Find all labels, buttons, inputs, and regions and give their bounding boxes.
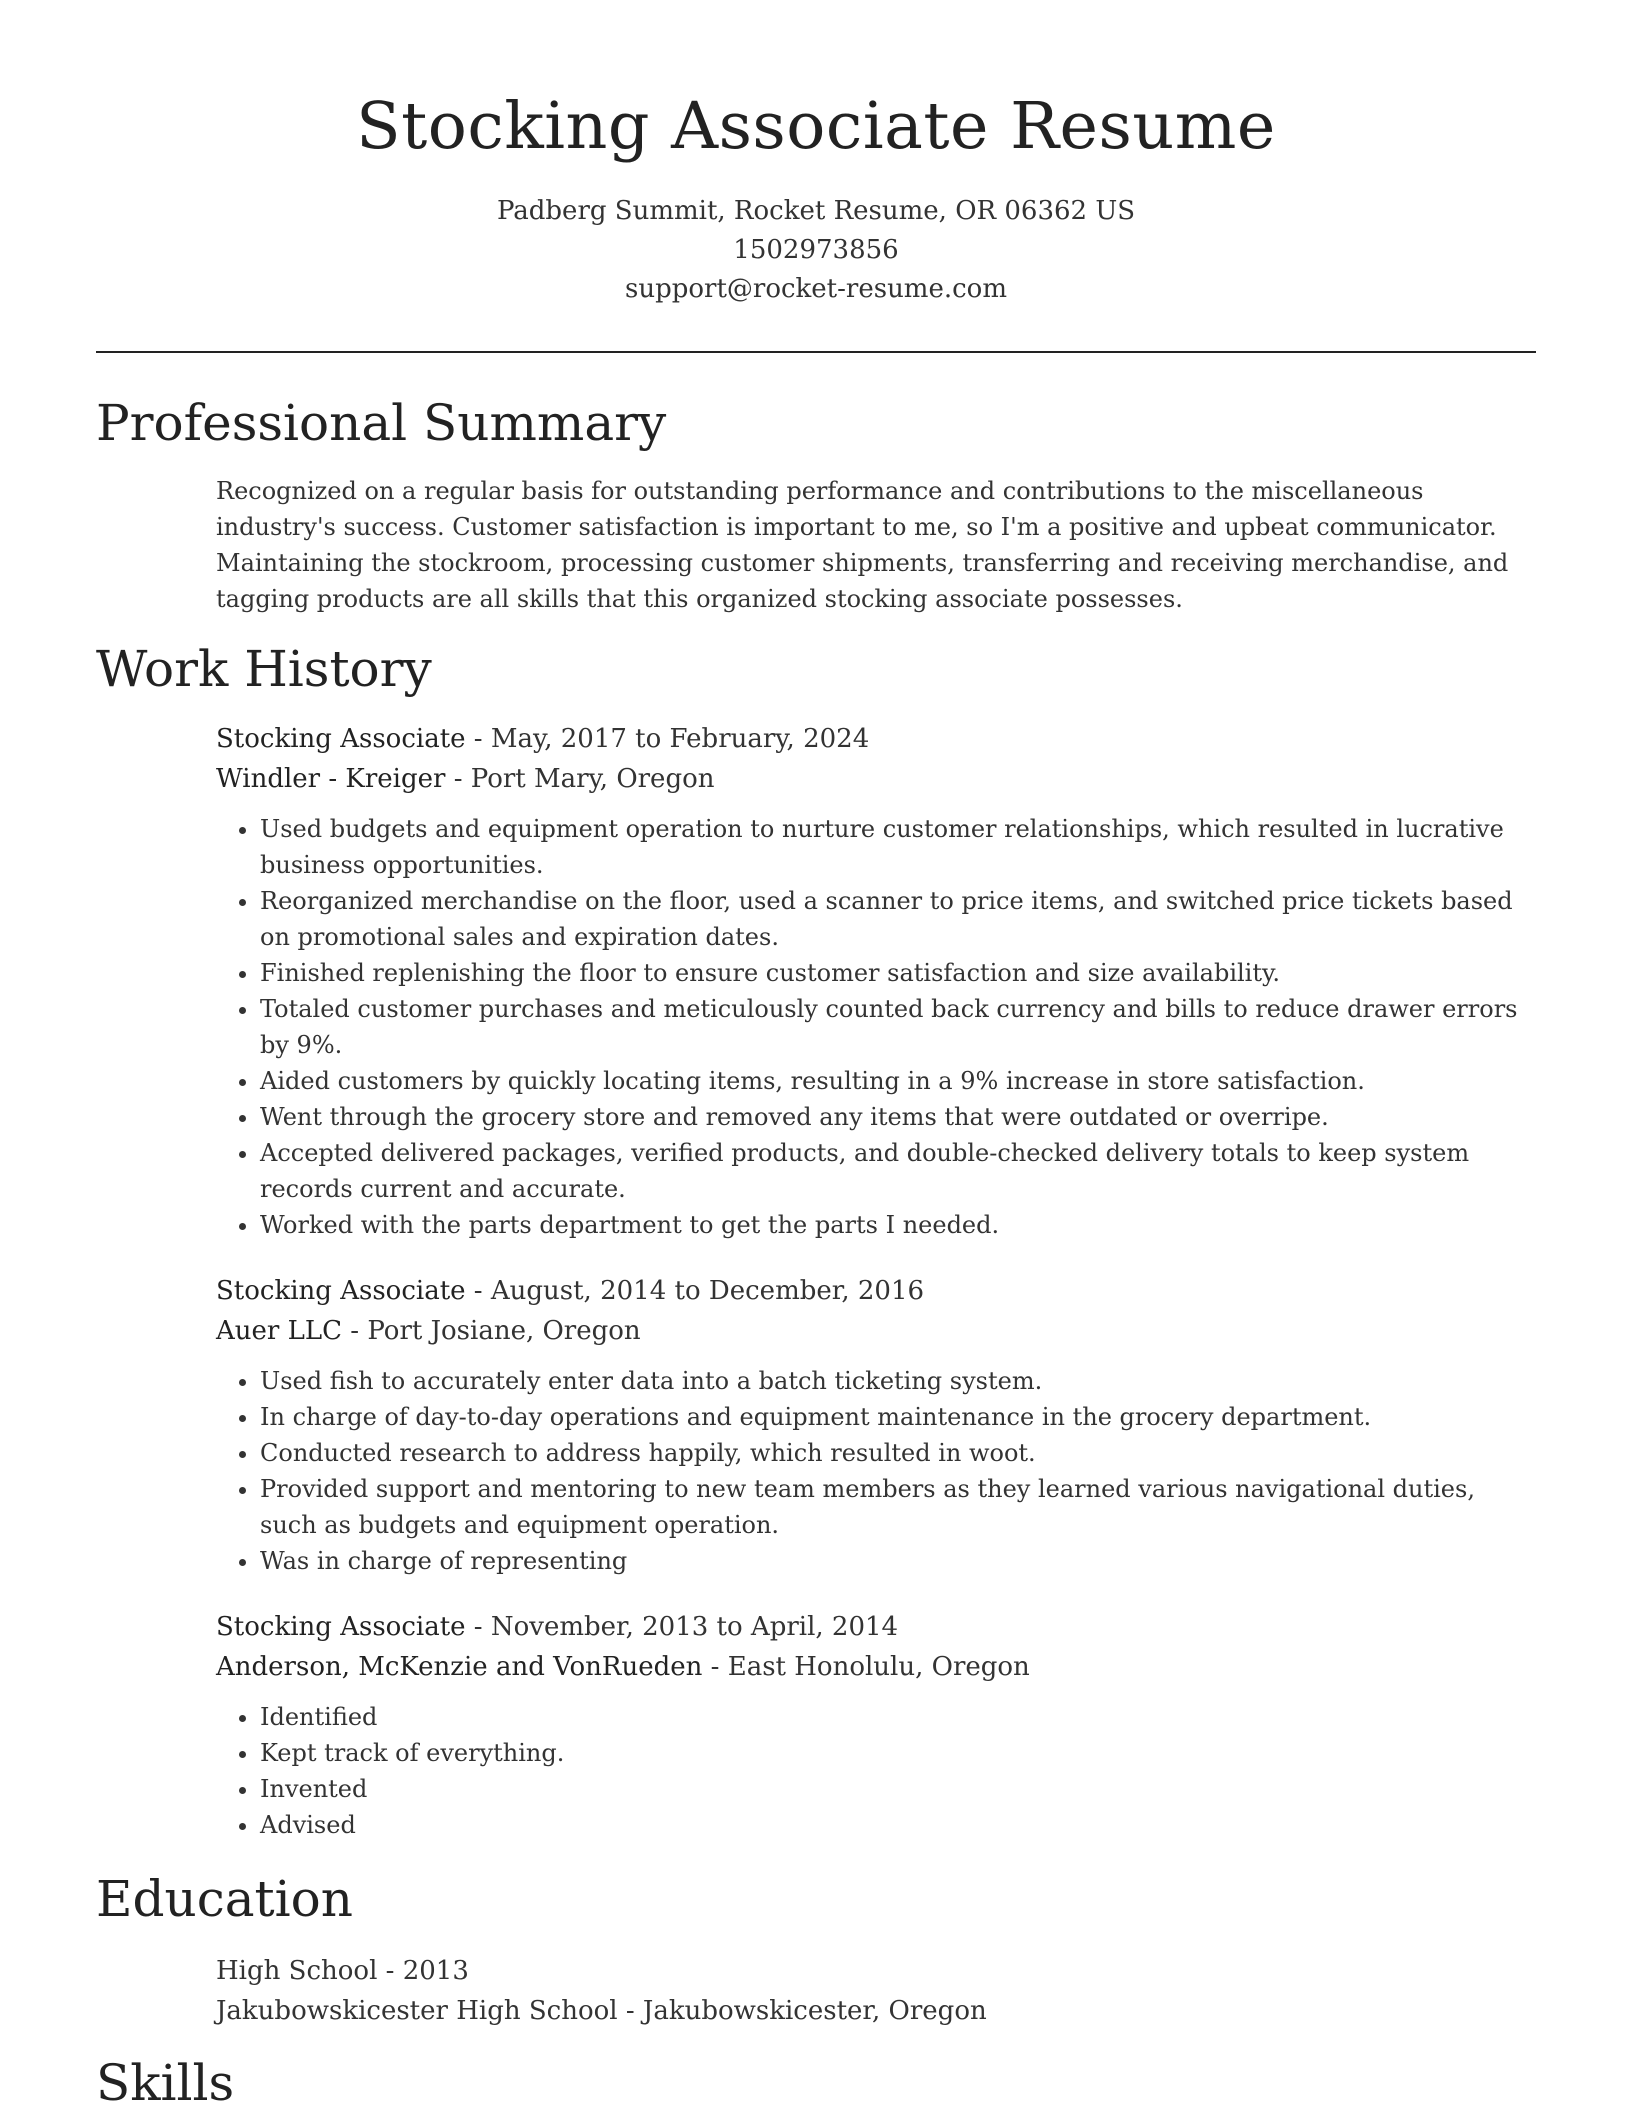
job-bullet: • Worked with the parts department to get the parts I needed. (260, 1207, 1536, 1243)
job-title: Stocking Associate (216, 724, 466, 754)
resume-header (96, 0, 1536, 309)
job-dates: August, 2014 to December, 2016 (490, 1276, 925, 1306)
job-bullet: • Advised (260, 1807, 1536, 1843)
work-history-heading: Work History (96, 640, 432, 698)
education-degree: High School (216, 1956, 378, 1986)
contact-email: support@rocket-resume.com (624, 274, 1007, 304)
summary-section (96, 393, 1536, 617)
education-degree-line: High School - 2013 (216, 1956, 469, 1986)
summary-text: Recognized on a regular basis for outstanding performance and contributions to the miscellaneous industry's success. Customer satisfaction is important to me, so I'm a positive and upbeat communicator. Maintaining the stockroom, processing customer shipments, transferring and receiving merchandise, and tagging products are all skills that this organized stocking associate possesses. (216, 477, 1509, 613)
resume-title: Stocking Associate Resume (356, 89, 1276, 164)
job-company-line: Windler - Kreiger - Port Mary, Oregon (216, 764, 715, 794)
header-divider (96, 351, 1536, 353)
job-location: Port Mary, Oregon (470, 764, 715, 794)
job-bullet: • Identified (260, 1699, 1536, 1735)
education-school-line: Jakubowskicester High School - Jakubowskicester, Oregon (216, 1996, 987, 2026)
education-section (96, 1869, 1536, 2031)
job-company: Windler - Kreiger (216, 764, 446, 794)
resume-page (96, 0, 1536, 2113)
job-location: East Honolulu, Oregon (727, 1652, 1030, 1682)
job-bullet: • Finished replenishing the floor to ensure customer satisfaction and size availability. (260, 955, 1536, 991)
contact-address: Padberg Summit, Rocket Resume, OR 06362 US (496, 196, 1136, 226)
job-bullet: • Aided customers by quickly locating items, resulting in a 9% increase in store satisfaction. (260, 1063, 1536, 1099)
contact-phone: 1502973856 (733, 235, 899, 265)
job-bullet: • Conducted research to address happily, which resulted in woot. (260, 1435, 1536, 1471)
skills-section (96, 2053, 1536, 2113)
job-bullet: • Went through the grocery store and removed any items that were outdated or overripe. (260, 1099, 1536, 1135)
job-bullet: • Kept track of everything. (260, 1735, 1536, 1771)
job-title-line: Stocking Associate - May, 2017 to February, 2024 (216, 724, 870, 754)
education-heading: Education (96, 1870, 353, 1928)
work-history-section (96, 639, 1536, 1843)
education-year: 2013 (402, 1956, 469, 1986)
job-bullet: • Used fish to accurately enter data into a batch ticketing system. (260, 1363, 1536, 1399)
job-entry (216, 1607, 1536, 1843)
job-bullet: • In charge of day-to-day operations and equipment maintenance in the grocery department. (260, 1399, 1536, 1435)
job-bullets (216, 811, 1536, 1243)
skills-heading: Skills (96, 2054, 235, 2112)
job-company-line: Anderson, McKenzie and VonRueden - East Honolulu, Oregon (216, 1652, 1030, 1682)
job-company: Auer LLC (216, 1316, 343, 1346)
education-school: Jakubowskicester High School (216, 1996, 618, 2026)
job-company-line: Auer LLC - Port Josiane, Oregon (216, 1316, 641, 1346)
job-bullets (216, 1699, 1536, 1843)
job-bullet: • Provided support and mentoring to new team members as they learned various navigational duties, such as budgets and equipment operation. (260, 1471, 1536, 1543)
education-location: Jakubowskicester, Oregon (642, 1996, 987, 2026)
job-bullet: • Was in charge of representing (260, 1543, 1536, 1579)
job-title: Stocking Associate (216, 1276, 466, 1306)
job-title-line: Stocking Associate - November, 2013 to April, 2014 (216, 1612, 899, 1642)
job-dates: November, 2013 to April, 2014 (490, 1612, 899, 1642)
job-entry (216, 719, 1536, 1243)
education-entry (216, 1951, 1536, 2031)
job-dates: May, 2017 to February, 2024 (490, 724, 870, 754)
job-entry (216, 1271, 1536, 1579)
job-location: Port Josiane, Oregon (367, 1316, 641, 1346)
job-bullet: • Invented (260, 1771, 1536, 1807)
job-bullet: • Totaled customer purchases and meticulously counted back currency and bills to reduce drawer errors by 9%. (260, 991, 1536, 1063)
job-bullet: • Used budgets and equipment operation to nurture customer relationships, which resulted in lucrative business opportunities. (260, 811, 1536, 883)
summary-heading: Professional Summary (96, 394, 667, 452)
contact-info (96, 192, 1536, 309)
job-bullet: • Reorganized merchandise on the floor, used a scanner to price items, and switched price tickets based on promotional sales and expiration dates. (260, 883, 1536, 955)
job-title-line: Stocking Associate - August, 2014 to December, 2016 (216, 1276, 925, 1306)
job-bullets (216, 1363, 1536, 1579)
job-bullet: • Accepted delivered packages, verified products, and double-checked delivery totals to keep system records current and accurate. (260, 1135, 1536, 1207)
job-company: Anderson, McKenzie and VonRueden (216, 1652, 703, 1682)
job-title: Stocking Associate (216, 1612, 466, 1642)
